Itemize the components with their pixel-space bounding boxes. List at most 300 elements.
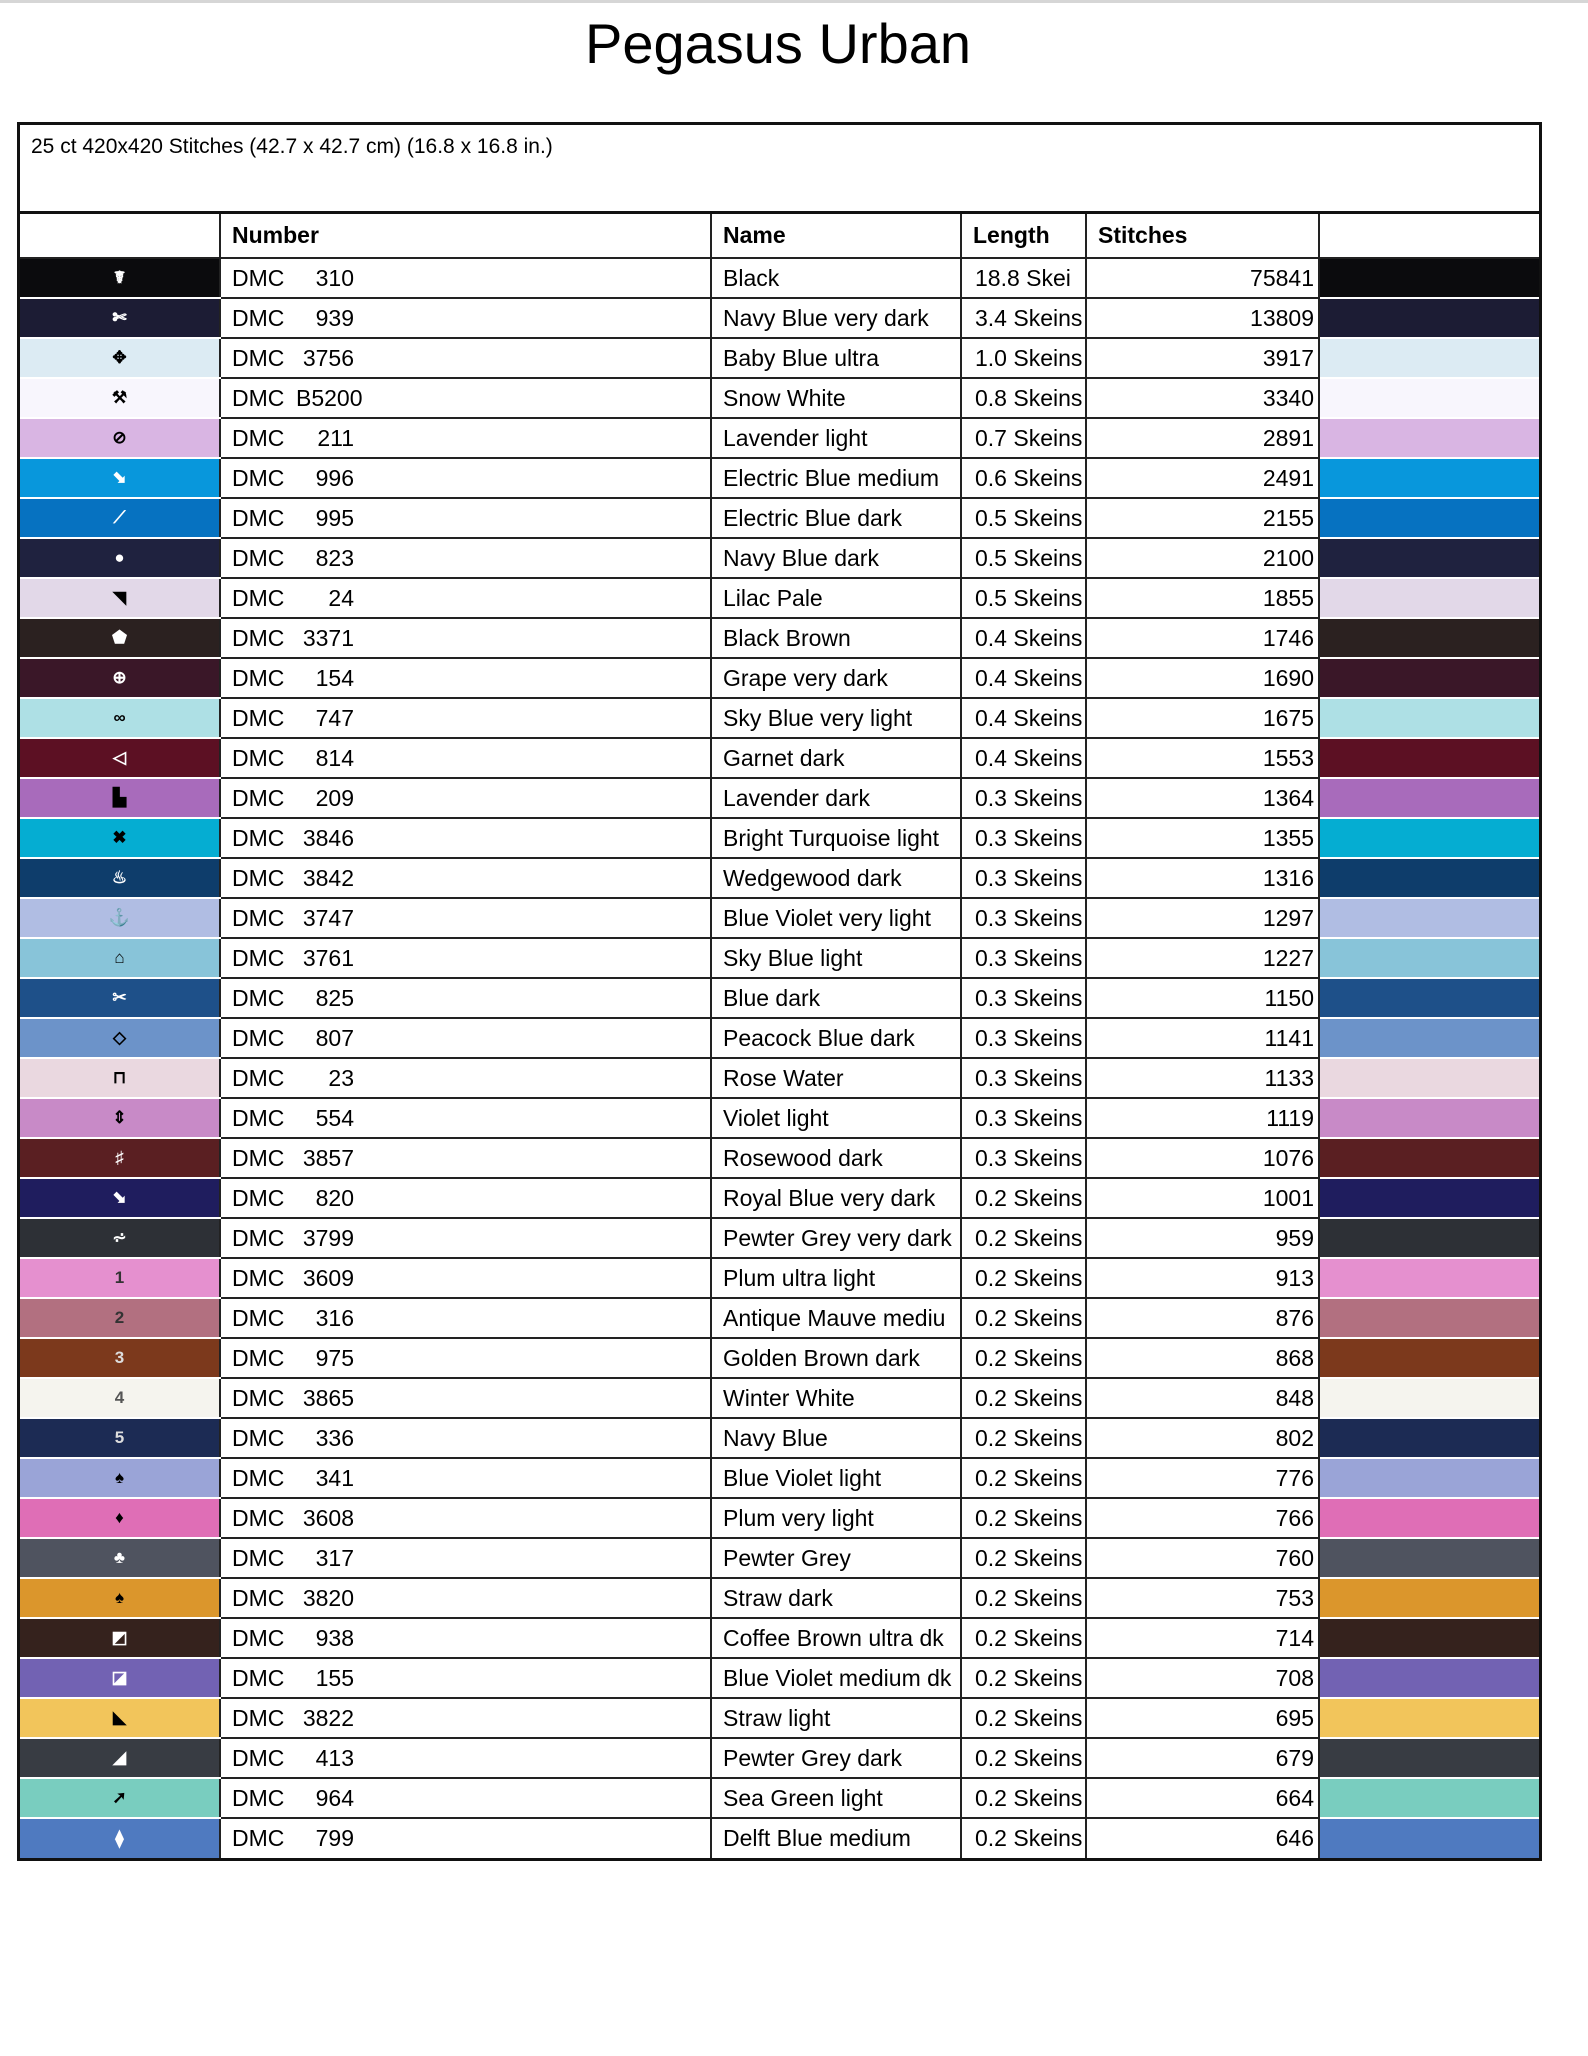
stitch-count: 1076 bbox=[1086, 1138, 1319, 1178]
floss-number: 3857 bbox=[302, 1144, 354, 1171]
color-swatch bbox=[1319, 1658, 1539, 1698]
symbol-cell bbox=[20, 1178, 220, 1218]
number-cell bbox=[220, 1538, 711, 1578]
color-name: Lavender dark bbox=[711, 778, 961, 818]
floss-number: 317 bbox=[315, 1544, 354, 1571]
color-name: Straw dark bbox=[711, 1578, 961, 1618]
brand: DMC bbox=[232, 744, 285, 771]
table-row bbox=[20, 1378, 1539, 1418]
number-cell bbox=[220, 418, 711, 458]
color-name: Blue dark bbox=[711, 978, 961, 1018]
stitch-count: 1355 bbox=[1086, 818, 1319, 858]
stitch-symbol-icon: ✄ bbox=[112, 308, 127, 327]
color-swatch bbox=[1319, 1738, 1539, 1778]
table-row bbox=[20, 298, 1539, 338]
brand: DMC bbox=[232, 664, 285, 691]
number-cell bbox=[220, 738, 711, 778]
stitch-count: 1001 bbox=[1086, 1178, 1319, 1218]
symbol-cell bbox=[20, 818, 220, 858]
length-value: 0.8 Skeins bbox=[961, 378, 1086, 418]
length-value: 0.3 Skeins bbox=[961, 1058, 1086, 1098]
floss-number: 413 bbox=[315, 1744, 354, 1771]
stitch-count: 1297 bbox=[1086, 898, 1319, 938]
floss-number: 3747 bbox=[302, 904, 354, 931]
symbol-cell bbox=[20, 738, 220, 778]
length-value: 0.4 Skeins bbox=[961, 618, 1086, 658]
symbol-cell bbox=[20, 1378, 220, 1418]
number-cell bbox=[220, 978, 711, 1018]
stitch-count: 848 bbox=[1086, 1378, 1319, 1418]
symbol-cell bbox=[20, 298, 220, 338]
length-value: 0.2 Skeins bbox=[961, 1418, 1086, 1458]
color-swatch bbox=[1319, 938, 1539, 978]
stitch-symbol-icon: ⩫ bbox=[112, 1228, 127, 1247]
color-swatch bbox=[1319, 338, 1539, 378]
floss-number: 995 bbox=[315, 504, 354, 531]
length-value: 0.2 Skeins bbox=[961, 1298, 1086, 1338]
symbol-cell bbox=[20, 1258, 220, 1298]
brand: DMC bbox=[232, 304, 285, 331]
length-value: 0.3 Skeins bbox=[961, 938, 1086, 978]
symbol-cell bbox=[20, 1698, 220, 1738]
stitch-count: 1364 bbox=[1086, 778, 1319, 818]
table-row bbox=[20, 258, 1539, 298]
top-rule bbox=[0, 0, 1588, 3]
length-value: 0.2 Skeins bbox=[961, 1578, 1086, 1618]
number-cell bbox=[220, 618, 711, 658]
table-row bbox=[20, 418, 1539, 458]
color-swatch bbox=[1319, 1018, 1539, 1058]
stitch-symbol-icon: ◇ bbox=[112, 1028, 127, 1047]
color-name: Golden Brown dark bbox=[711, 1338, 961, 1378]
floss-number: 996 bbox=[315, 464, 354, 491]
length-value: 0.2 Skeins bbox=[961, 1338, 1086, 1378]
symbol-cell bbox=[20, 1098, 220, 1138]
page-title: Pegasus Urban bbox=[584, 12, 971, 75]
brand: DMC bbox=[232, 504, 285, 531]
symbol-cell bbox=[20, 1618, 220, 1658]
stitch-count: 2100 bbox=[1086, 538, 1319, 578]
number-cell bbox=[220, 1058, 711, 1098]
length-value: 0.2 Skeins bbox=[961, 1498, 1086, 1538]
stitch-count: 776 bbox=[1086, 1458, 1319, 1498]
number-cell bbox=[220, 458, 711, 498]
color-swatch bbox=[1319, 1178, 1539, 1218]
stitch-symbol-icon: ∞ bbox=[113, 708, 126, 727]
length-value: 0.2 Skeins bbox=[961, 1658, 1086, 1698]
length-value: 0.2 Skeins bbox=[961, 1618, 1086, 1658]
color-name: Peacock Blue dark bbox=[711, 1018, 961, 1058]
length-value: 0.3 Skeins bbox=[961, 1018, 1086, 1058]
length-value: 0.2 Skeins bbox=[961, 1818, 1086, 1858]
stitch-symbol-icon: ♯ bbox=[115, 1148, 124, 1167]
stitch-count: 753 bbox=[1086, 1578, 1319, 1618]
stitch-count: 708 bbox=[1086, 1658, 1319, 1698]
stitch-symbol-icon: ✖ bbox=[112, 828, 127, 847]
stitch-symbol-icon: ✥ bbox=[112, 348, 127, 367]
stitch-count: 1553 bbox=[1086, 738, 1319, 778]
stitch-count: 2491 bbox=[1086, 458, 1319, 498]
brand: DMC bbox=[232, 1344, 285, 1371]
color-swatch bbox=[1319, 1338, 1539, 1378]
color-name: Electric Blue dark bbox=[711, 498, 961, 538]
table-row bbox=[20, 338, 1539, 378]
stitch-count: 13809 bbox=[1086, 298, 1319, 338]
symbol-cell bbox=[20, 978, 220, 1018]
table-row bbox=[20, 618, 1539, 658]
color-swatch bbox=[1319, 418, 1539, 458]
length-value: 0.2 Skeins bbox=[961, 1218, 1086, 1258]
symbol-cell bbox=[20, 1818, 220, 1858]
color-swatch bbox=[1319, 738, 1539, 778]
symbol-cell bbox=[20, 578, 220, 618]
floss-number: 155 bbox=[315, 1664, 354, 1691]
stitch-symbol-icon: ⚒ bbox=[111, 388, 128, 407]
number-cell bbox=[220, 1298, 711, 1338]
symbol-cell bbox=[20, 1218, 220, 1258]
symbol-cell bbox=[20, 658, 220, 698]
number-cell bbox=[220, 298, 711, 338]
stitch-symbol-icon: 3 bbox=[114, 1348, 125, 1367]
stitch-symbol-icon: ♠ bbox=[114, 1588, 125, 1607]
number-cell bbox=[220, 1778, 711, 1818]
brand: DMC bbox=[232, 1184, 285, 1211]
color-name: Snow White bbox=[711, 378, 961, 418]
symbol-cell bbox=[20, 938, 220, 978]
number-cell bbox=[220, 338, 711, 378]
stitch-symbol-icon: ◪ bbox=[111, 1668, 128, 1687]
floss-number: 3822 bbox=[302, 1704, 354, 1731]
symbol-cell bbox=[20, 1458, 220, 1498]
table-row bbox=[20, 1618, 1539, 1658]
symbol-cell bbox=[20, 1418, 220, 1458]
color-name: Wedgewood dark bbox=[711, 858, 961, 898]
color-name: Grape very dark bbox=[711, 658, 961, 698]
number-cell bbox=[220, 1218, 711, 1258]
table-row bbox=[20, 1818, 1539, 1858]
number-cell bbox=[220, 1618, 711, 1658]
stitch-symbol-icon: ♨ bbox=[111, 868, 128, 887]
number-cell bbox=[220, 1458, 711, 1498]
stitch-symbol-icon: ♠ bbox=[114, 1468, 125, 1487]
stitch-count: 1675 bbox=[1086, 698, 1319, 738]
number-cell bbox=[220, 1818, 711, 1858]
symbol-cell bbox=[20, 1298, 220, 1338]
stitch-count: 1227 bbox=[1086, 938, 1319, 978]
stitch-count: 1150 bbox=[1086, 978, 1319, 1018]
color-swatch bbox=[1319, 658, 1539, 698]
length-value: 0.6 Skeins bbox=[961, 458, 1086, 498]
table-row bbox=[20, 858, 1539, 898]
floss-number: 975 bbox=[315, 1344, 354, 1371]
floss-number: 3756 bbox=[302, 344, 354, 371]
brand: DMC bbox=[232, 624, 285, 651]
brand: DMC bbox=[232, 464, 285, 491]
table-row bbox=[20, 778, 1539, 818]
color-name: Blue Violet very light bbox=[711, 898, 961, 938]
floss-number: 3842 bbox=[302, 864, 354, 891]
stitch-symbol-icon: ➚ bbox=[112, 1788, 127, 1807]
color-swatch bbox=[1319, 1458, 1539, 1498]
color-name: Coffee Brown ultra dk bbox=[711, 1618, 961, 1658]
color-name: Navy Blue bbox=[711, 1418, 961, 1458]
symbol-cell bbox=[20, 778, 220, 818]
stitch-count: 3917 bbox=[1086, 338, 1319, 378]
stitch-count: 695 bbox=[1086, 1698, 1319, 1738]
color-swatch bbox=[1319, 298, 1539, 338]
floss-number: 211 bbox=[317, 424, 354, 451]
table-row bbox=[20, 1458, 1539, 1498]
length-value: 0.5 Skeins bbox=[961, 538, 1086, 578]
brand: DMC bbox=[232, 904, 285, 931]
table-row bbox=[20, 1058, 1539, 1098]
symbol-cell bbox=[20, 538, 220, 578]
color-swatch bbox=[1319, 498, 1539, 538]
stitch-symbol-icon: ☤ bbox=[113, 268, 126, 287]
color-swatch bbox=[1319, 538, 1539, 578]
stitch-count: 75841 bbox=[1086, 258, 1319, 298]
stitches-header: Stitches bbox=[1086, 214, 1319, 258]
color-swatch bbox=[1319, 978, 1539, 1018]
stitch-symbol-icon: ▙ bbox=[112, 788, 127, 807]
length-value: 0.2 Skeins bbox=[961, 1258, 1086, 1298]
length-value: 0.3 Skeins bbox=[961, 1138, 1086, 1178]
table-row bbox=[20, 1178, 1539, 1218]
floss-number: 938 bbox=[315, 1624, 354, 1651]
symbol-cell bbox=[20, 858, 220, 898]
color-name: Winter White bbox=[711, 1378, 961, 1418]
length-value: 0.5 Skeins bbox=[961, 578, 1086, 618]
table-row bbox=[20, 698, 1539, 738]
floss-number: 3846 bbox=[302, 824, 354, 851]
color-swatch bbox=[1319, 578, 1539, 618]
length-value: 18.8 Skei bbox=[961, 258, 1086, 298]
floss-number: 154 bbox=[315, 664, 354, 691]
brand: DMC bbox=[232, 1024, 285, 1051]
floss-number: 939 bbox=[315, 304, 354, 331]
color-swatch bbox=[1319, 1818, 1539, 1858]
stitch-count: 1690 bbox=[1086, 658, 1319, 698]
stitch-count: 868 bbox=[1086, 1338, 1319, 1378]
floss-number: 209 bbox=[315, 784, 354, 811]
number-cell bbox=[220, 498, 711, 538]
brand: DMC bbox=[232, 264, 285, 291]
floss-number: 814 bbox=[315, 744, 354, 771]
number-cell bbox=[220, 1418, 711, 1458]
floss-number: 747 bbox=[315, 704, 354, 731]
stitch-symbol-icon: ⧫ bbox=[115, 1828, 124, 1848]
brand: DMC bbox=[232, 864, 285, 891]
stitch-symbol-icon: 4 bbox=[114, 1388, 125, 1407]
floss-number: 3371 bbox=[302, 624, 354, 651]
stitch-symbol-icon: ◁ bbox=[112, 748, 127, 767]
number-cell bbox=[220, 1258, 711, 1298]
symbol-cell bbox=[20, 1498, 220, 1538]
floss-number: 23 bbox=[328, 1064, 354, 1091]
table-row bbox=[20, 1418, 1539, 1458]
color-name: Blue Violet medium dk bbox=[711, 1658, 961, 1698]
brand: DMC bbox=[232, 584, 285, 611]
brand: DMC bbox=[232, 1304, 285, 1331]
color-name: Sea Green light bbox=[711, 1778, 961, 1818]
brand: DMC bbox=[232, 1544, 285, 1571]
brand: DMC bbox=[232, 1825, 285, 1851]
brand: DMC bbox=[232, 344, 285, 371]
stitch-count: 760 bbox=[1086, 1538, 1319, 1578]
table-row bbox=[20, 1298, 1539, 1338]
color-name: Electric Blue medium bbox=[711, 458, 961, 498]
color-name: Garnet dark bbox=[711, 738, 961, 778]
color-name: Pewter Grey bbox=[711, 1538, 961, 1578]
number-cell bbox=[220, 938, 711, 978]
floss-number: 3609 bbox=[302, 1264, 354, 1291]
color-name: Antique Mauve mediu bbox=[711, 1298, 961, 1338]
number-cell bbox=[220, 1738, 711, 1778]
length-value: 1.0 Skeins bbox=[961, 338, 1086, 378]
stitch-count: 646 bbox=[1086, 1818, 1319, 1858]
length-value: 0.2 Skeins bbox=[961, 1778, 1086, 1818]
brand: DMC bbox=[232, 1664, 285, 1691]
stitch-symbol-icon: ♣ bbox=[113, 1548, 126, 1567]
brand: DMC bbox=[232, 1704, 285, 1731]
number-cell bbox=[220, 1338, 711, 1378]
color-swatch bbox=[1319, 1258, 1539, 1298]
table-row bbox=[20, 1578, 1539, 1618]
length-value: 0.2 Skeins bbox=[961, 1738, 1086, 1778]
color-name: Black Brown bbox=[711, 618, 961, 658]
brand: DMC bbox=[232, 1144, 285, 1171]
color-swatch bbox=[1319, 818, 1539, 858]
stitch-symbol-icon: ⚓ bbox=[108, 908, 131, 927]
floss-number: B5200 bbox=[296, 384, 363, 411]
stitch-symbol-icon: 2 bbox=[114, 1308, 125, 1327]
brand: DMC bbox=[232, 704, 285, 731]
length-value: 0.3 Skeins bbox=[961, 778, 1086, 818]
color-swatch bbox=[1319, 1218, 1539, 1258]
stitch-symbol-icon: ◣ bbox=[112, 1708, 127, 1727]
stitch-symbol-icon: ⊕ bbox=[112, 668, 127, 687]
brand: DMC bbox=[232, 824, 285, 851]
number-cell bbox=[220, 1698, 711, 1738]
table-header-row bbox=[20, 214, 1539, 258]
stitch-symbol-icon: ◩ bbox=[111, 1628, 128, 1647]
color-name: Pewter Grey dark bbox=[711, 1738, 961, 1778]
length-value: 0.2 Skeins bbox=[961, 1458, 1086, 1498]
thread-table bbox=[20, 214, 1539, 1858]
name-header: Name bbox=[711, 214, 961, 258]
stitch-symbol-icon: ⇕ bbox=[112, 1108, 127, 1127]
table-row bbox=[20, 738, 1539, 778]
stitch-count: 1316 bbox=[1086, 858, 1319, 898]
color-name: Sky Blue very light bbox=[711, 698, 961, 738]
color-name: Baby Blue ultra bbox=[711, 338, 961, 378]
number-cell bbox=[220, 698, 711, 738]
color-name: Navy Blue dark bbox=[711, 538, 961, 578]
color-swatch bbox=[1319, 1538, 1539, 1578]
floss-number: 310 bbox=[315, 264, 354, 291]
color-name: Plum ultra light bbox=[711, 1258, 961, 1298]
color-swatch bbox=[1319, 698, 1539, 738]
number-cell bbox=[220, 778, 711, 818]
stitch-count: 766 bbox=[1086, 1498, 1319, 1538]
symbol-cell bbox=[20, 618, 220, 658]
stitch-count: 959 bbox=[1086, 1218, 1319, 1258]
length-value: 0.2 Skeins bbox=[961, 1698, 1086, 1738]
length-value: 0.2 Skeins bbox=[961, 1538, 1086, 1578]
stitch-count: 913 bbox=[1086, 1258, 1319, 1298]
length-value: 0.3 Skeins bbox=[961, 818, 1086, 858]
color-name: Lilac Pale bbox=[711, 578, 961, 618]
stitch-symbol-icon: ⬊ bbox=[112, 1188, 127, 1207]
number-cell bbox=[220, 1578, 711, 1618]
length-value: 0.4 Skeins bbox=[961, 738, 1086, 778]
length-value: 0.2 Skeins bbox=[961, 1378, 1086, 1418]
table-row bbox=[20, 578, 1539, 618]
floss-number: 24 bbox=[328, 584, 354, 611]
color-name: Lavender light bbox=[711, 418, 961, 458]
color-swatch bbox=[1319, 1618, 1539, 1658]
floss-number: 820 bbox=[315, 1184, 354, 1211]
floss-number: 3820 bbox=[302, 1584, 354, 1611]
length-value: 0.3 Skeins bbox=[961, 1098, 1086, 1138]
symbol-cell bbox=[20, 458, 220, 498]
color-name: Rose Water bbox=[711, 1058, 961, 1098]
number-cell bbox=[220, 1658, 711, 1698]
symbol-cell bbox=[20, 1338, 220, 1378]
table-row bbox=[20, 978, 1539, 1018]
stitch-count: 1119 bbox=[1086, 1098, 1319, 1138]
floss-number: 3761 bbox=[302, 944, 354, 971]
stitch-count: 664 bbox=[1086, 1778, 1319, 1818]
symbol-cell bbox=[20, 898, 220, 938]
length-value: 0.5 Skeins bbox=[961, 498, 1086, 538]
color-swatch bbox=[1319, 1058, 1539, 1098]
color-name: Black bbox=[711, 258, 961, 298]
table-row bbox=[20, 458, 1539, 498]
brand: DMC bbox=[232, 1064, 285, 1091]
stitch-symbol-icon: ⌂ bbox=[114, 948, 125, 967]
brand: DMC bbox=[232, 1504, 285, 1531]
floss-number: 3865 bbox=[302, 1384, 354, 1411]
color-swatch bbox=[1319, 898, 1539, 938]
length-value: 0.4 Skeins bbox=[961, 658, 1086, 698]
brand: DMC bbox=[232, 984, 285, 1011]
color-swatch bbox=[1319, 778, 1539, 818]
color-swatch bbox=[1319, 1098, 1539, 1138]
brand: DMC bbox=[232, 384, 285, 411]
symbol-cell bbox=[20, 1058, 220, 1098]
number-cell bbox=[220, 1498, 711, 1538]
floss-number: 3799 bbox=[302, 1224, 354, 1251]
table-row bbox=[20, 898, 1539, 938]
color-name: Rosewood dark bbox=[711, 1138, 961, 1178]
color-name: Violet light bbox=[711, 1098, 961, 1138]
symbol-cell bbox=[20, 1138, 220, 1178]
number-cell bbox=[220, 1378, 711, 1418]
table-row bbox=[20, 1498, 1539, 1538]
length-value: 0.2 Skeins bbox=[961, 1178, 1086, 1218]
stitch-symbol-icon: ⊘ bbox=[112, 428, 127, 447]
table-row bbox=[20, 1658, 1539, 1698]
number-cell bbox=[220, 898, 711, 938]
brand: DMC bbox=[232, 1264, 285, 1291]
length-header: Length bbox=[961, 214, 1086, 258]
color-name: Pewter Grey very dark bbox=[711, 1218, 961, 1258]
floss-number: 823 bbox=[315, 544, 354, 571]
floss-number: 316 bbox=[315, 1304, 354, 1331]
table-row bbox=[20, 538, 1539, 578]
brand: DMC bbox=[232, 1464, 285, 1491]
